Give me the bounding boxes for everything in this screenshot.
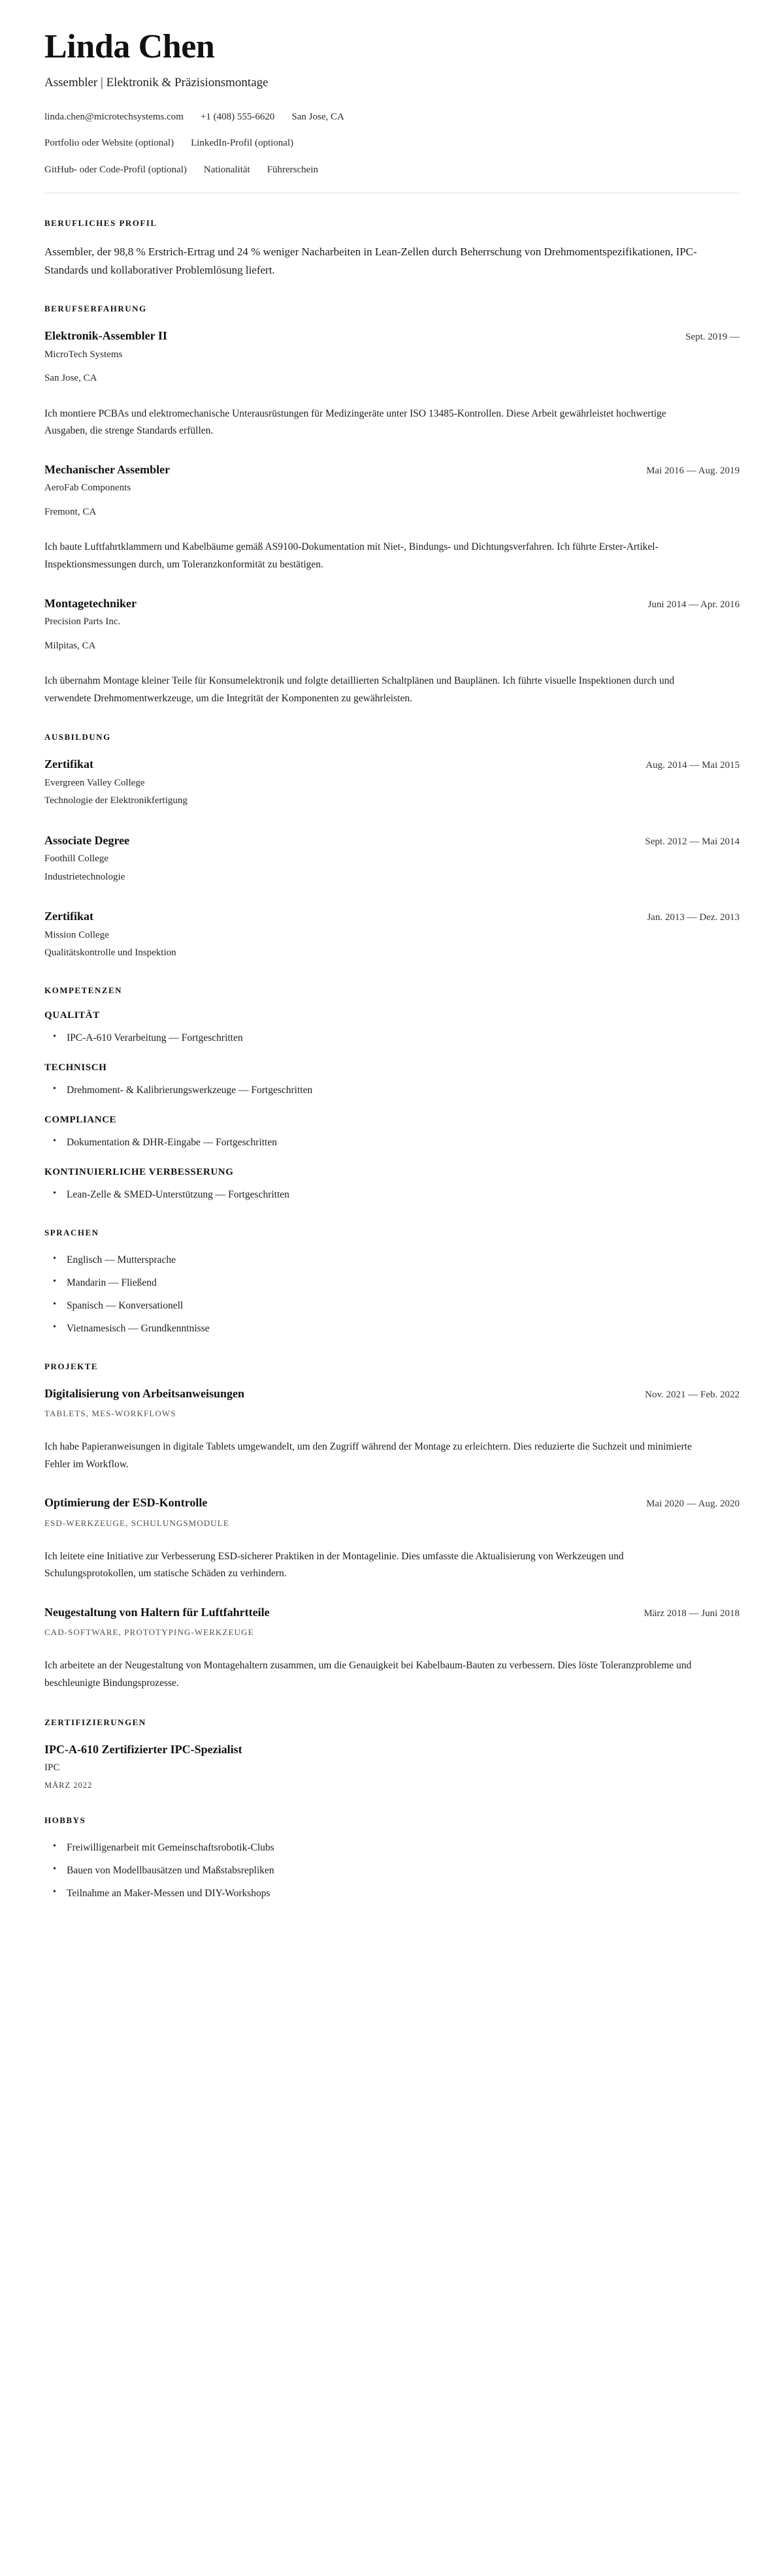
degree-title: Zertifikat bbox=[44, 757, 93, 771]
skill-group bbox=[44, 1062, 740, 1098]
job-location: Milpitas, CA bbox=[44, 640, 96, 651]
section-profile bbox=[44, 218, 740, 279]
project-entry-head bbox=[44, 1605, 740, 1620]
language-item: • Spanisch — Konversationell bbox=[44, 1298, 740, 1313]
project-title: Neugestaltung von Haltern für Luftfahrtteile bbox=[44, 1606, 270, 1619]
section-title-languages: SPRACHEN bbox=[44, 1227, 99, 1237]
contact-row-primary bbox=[44, 110, 740, 125]
language-item: • Vietnamesisch — Grundkenntnisse bbox=[44, 1321, 740, 1336]
project-title: Optimierung der ESD-Kontrolle bbox=[44, 1496, 208, 1510]
certification-issuer: IPC bbox=[44, 1762, 60, 1773]
section-skills bbox=[44, 985, 740, 1203]
skill-list bbox=[44, 1083, 740, 1098]
candidate-headline: Assembler | Elektronik & Präzisionsmontage bbox=[44, 76, 269, 90]
nationality-text: Nationalität bbox=[203, 164, 250, 175]
resume-header bbox=[44, 0, 740, 193]
section-title-experience: BERUFSERFAHRUNG bbox=[44, 304, 147, 314]
certification-entry bbox=[44, 1742, 740, 1790]
skill-group bbox=[44, 1167, 740, 1202]
project-description: Ich arbeitete an der Neugestaltung von Montagehaltern zusammen, um die Genauigkeit bei Kabelbaum-Bauten zu verbessern. Dies löste Toleranzprobleme und beschleunigte Bindungsprozesse. bbox=[44, 1660, 692, 1689]
section-projects bbox=[44, 1361, 740, 1693]
skill-group-title: COMPLIANCE bbox=[44, 1115, 117, 1126]
job-description: Ich baute Luftfahrtklammern und Kabelbäume gemäß AS9100-Dokumentation mit Niet-, Bindungs- und Dichtungsverfahren. Ich führte Erster-Artikel-Inspektionsmessungen durch, um Toleranzkonformität zu bestätigen. bbox=[44, 541, 659, 571]
phone-text: +1 (408) 555-6620 bbox=[200, 111, 275, 122]
section-title-hobbies: HOBBYS bbox=[44, 1815, 86, 1825]
hobby-item: • Freiwilligenarbeit mit Gemeinschaftsrobotik-Clubs bbox=[44, 1840, 740, 1855]
field-of-study: Qualitätskontrolle und Inspektion bbox=[44, 947, 176, 959]
job-location: San Jose, CA bbox=[44, 373, 97, 384]
experience-entry-head bbox=[44, 462, 740, 477]
project-entry-head bbox=[44, 1495, 740, 1510]
section-experience bbox=[44, 304, 740, 707]
skill-list bbox=[44, 1187, 740, 1202]
project-description: Ich habe Papieranweisungen in digitale Tablets umgewandelt, um den Zugriff während der Montage zu erleichtern. Dies reduzierte die Suchzeit und minimierte Fehler im Workflow. bbox=[44, 1441, 692, 1470]
portfolio-link-text: Portfolio oder Website (optional) bbox=[44, 138, 174, 149]
language-item: • Englisch — Muttersprache bbox=[44, 1252, 740, 1267]
skill-list bbox=[44, 1135, 740, 1150]
skill-item: • Lean-Zelle & SMED-Unterstützung — Fortgeschritten bbox=[44, 1187, 740, 1202]
profile-summary-text: Assembler, der 98,8 % Erstrich-Ertrag und 24 % weniger Nacharbeiten in Lean-Zellen durch Beherrschung von Drehmomentspezifikationen, IPC-Standards und kollaborativer Problemlösung liefert. bbox=[44, 246, 697, 276]
degree-date-range: Jan. 2013 — Dez. 2013 bbox=[647, 912, 740, 923]
job-title: Mechanischer Assembler bbox=[44, 463, 171, 477]
hobby-item: • Teilnahme an Maker-Messen und DIY-Workshops bbox=[44, 1886, 740, 1901]
experience-entry-head bbox=[44, 328, 740, 343]
skill-group-title: KONTINUIERLICHE VERBESSERUNG bbox=[44, 1167, 234, 1178]
experience-entry bbox=[44, 596, 740, 708]
certification-date: MÄRZ 2022 bbox=[44, 1780, 93, 1790]
section-title-skills: KOMPETENZEN bbox=[44, 985, 123, 995]
education-entry-head bbox=[44, 833, 740, 848]
degree-title: Zertifikat bbox=[44, 910, 93, 923]
skill-item: • IPC-A-610 Verarbeitung — Fortgeschritten bbox=[44, 1030, 740, 1045]
field-of-study: Technologie der Elektronikfertigung bbox=[44, 795, 188, 806]
job-location: Fremont, CA bbox=[44, 506, 97, 517]
project-date-range: Nov. 2021 — Feb. 2022 bbox=[645, 1389, 740, 1400]
project-title: Digitalisierung von Arbeitsanweisungen bbox=[44, 1386, 245, 1400]
language-list bbox=[44, 1252, 740, 1337]
project-date-range: Mai 2020 — Aug. 2020 bbox=[646, 1499, 740, 1510]
hobby-item: • Bauen von Modellbausätzen und Maßstabsrepliken bbox=[44, 1863, 740, 1878]
job-title: Montagetechniker bbox=[44, 596, 137, 610]
project-description: Ich leitete eine Initiative zur Verbesserung ESD-sicherer Praktiken in der Montagelinie. Dies umfasste die Aktualisierung von Werkzeugen und Schulungsprotokollen, um statische Schäden zu verhindern. bbox=[44, 1550, 624, 1580]
school-name: Foothill College bbox=[44, 853, 108, 865]
job-description: Ich übernahm Montage kleiner Teile für Konsumelektronik und folgte detaillierten Schaltplänen und Bauplänen. Ich führte visuelle Inspektionen durch und verwendete Drehmomentwerkzeuge, um die Integrität der Komponenten zu gewährleisten. bbox=[44, 675, 675, 704]
job-company: Precision Parts Inc. bbox=[44, 616, 121, 628]
project-tags: ESD-WERKZEUGE, SCHULUNGSMODULE bbox=[44, 1518, 229, 1528]
project-tags: TABLETS, MES-WORKFLOWS bbox=[44, 1408, 176, 1419]
certification-entry-head bbox=[44, 1742, 740, 1757]
project-tags: CAD-SOFTWARE, PROTOTYPING-WERKZEUGE bbox=[44, 1627, 254, 1638]
skill-list bbox=[44, 1030, 740, 1045]
degree-title: Associate Degree bbox=[44, 833, 130, 847]
github-link-text: GitHub- oder Code-Profil (optional) bbox=[44, 164, 187, 175]
education-entry-head bbox=[44, 909, 740, 924]
job-company: AeroFab Components bbox=[44, 483, 131, 494]
language-item: • Mandarin — Fließend bbox=[44, 1275, 740, 1290]
section-title-education: AUSBILDUNG bbox=[44, 732, 111, 742]
section-certifications bbox=[44, 1717, 740, 1790]
experience-entry-head bbox=[44, 596, 740, 611]
job-title: Elektronik-Assembler II bbox=[44, 329, 167, 343]
education-entry bbox=[44, 909, 740, 960]
project-entry bbox=[44, 1605, 740, 1693]
field-of-study: Industrietechnologie bbox=[44, 871, 125, 882]
location-text: San Jose, CA bbox=[291, 111, 344, 122]
section-languages bbox=[44, 1228, 740, 1337]
education-entry bbox=[44, 833, 740, 884]
education-entry bbox=[44, 757, 740, 808]
email-text: linda.chen@microtechsystems.com bbox=[44, 111, 184, 122]
job-date-range: Juni 2014 — Apr. 2016 bbox=[647, 599, 740, 610]
degree-date-range: Sept. 2012 — Mai 2014 bbox=[645, 836, 740, 847]
skill-item: • Dokumentation & DHR-Eingabe — Fortgeschritten bbox=[44, 1135, 740, 1150]
drivers-license-text: Führerschein bbox=[267, 164, 318, 175]
certification-name: IPC-A-610 Zertifizierter IPC-Spezialist bbox=[44, 1742, 242, 1756]
section-education bbox=[44, 732, 740, 960]
hobby-list bbox=[44, 1840, 740, 1901]
linkedin-link-text: LinkedIn-Profil (optional) bbox=[191, 138, 294, 149]
job-description: Ich montiere PCBAs und elektromechanische Unterausrüstungen für Medizingeräte unter ISO 13485-Kontrollen. Diese Arbeit gewährleistet hochwertige Ausgaben, die strenge Standards erfüllen. bbox=[44, 407, 666, 437]
degree-date-range: Aug. 2014 — Mai 2015 bbox=[645, 760, 740, 771]
section-hobbies bbox=[44, 1815, 740, 1901]
project-entry-head bbox=[44, 1386, 740, 1401]
job-date-range: Mai 2016 — Aug. 2019 bbox=[646, 466, 740, 477]
contact-row-links bbox=[44, 136, 740, 151]
job-company: MicroTech Systems bbox=[44, 349, 123, 360]
skill-group bbox=[44, 1115, 740, 1150]
job-date-range: Sept. 2019 — bbox=[685, 332, 740, 343]
school-name: Evergreen Valley College bbox=[44, 777, 145, 788]
project-date-range: März 2018 — Juni 2018 bbox=[644, 1608, 740, 1619]
education-entry-head bbox=[44, 757, 740, 772]
school-name: Mission College bbox=[44, 929, 109, 940]
section-title-certifications: ZERTIFIZIERUNGEN bbox=[44, 1717, 146, 1727]
candidate-name: Linda Chen bbox=[44, 28, 215, 65]
skill-group-title: QUALITÄT bbox=[44, 1010, 100, 1021]
project-entry bbox=[44, 1386, 740, 1474]
skill-group-title: TECHNISCH bbox=[44, 1062, 107, 1073]
experience-entry bbox=[44, 462, 740, 574]
skill-group bbox=[44, 1010, 740, 1045]
section-title-profile: BERUFLICHES PROFIL bbox=[44, 218, 157, 229]
experience-entry bbox=[44, 328, 740, 440]
contact-row-extra bbox=[44, 163, 740, 178]
skill-item: • Drehmoment- & Kalibrierungswerkzeuge — Fortgeschritten bbox=[44, 1083, 740, 1098]
section-title-projects: PROJEKTE bbox=[44, 1361, 99, 1371]
project-entry bbox=[44, 1495, 740, 1583]
